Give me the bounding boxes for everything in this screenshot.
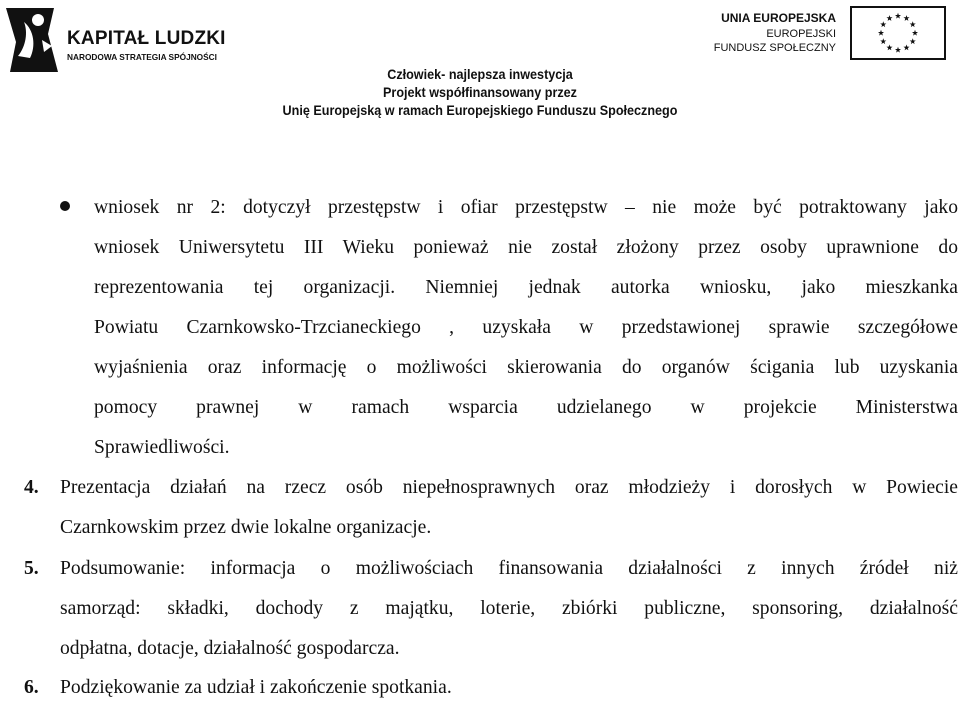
project-tagline [0,65,960,119]
paragraph-line: wyjaśnienia oraz informację o możliwości skierowania do organów ścigania lub uzyskania [94,357,958,378]
item-number: 5. [24,558,39,579]
paragraph-line: reprezentowania tej organizacji. Niemniej jednak autorka wniosku, jako mieszkanka [94,277,958,298]
list-item [60,549,958,669]
item-line: Prezentacja działań na rzecz osób niepełnosprawnych oraz młodzieży i dorosłych w Powiecie [60,477,958,498]
bullet-icon [60,201,70,211]
kapital-ludzki-subtitle: NARODOWA STRATEGIA SPÓJNOŚCI [67,52,217,62]
tagline-line: Człowiek- najlepsza inwestycja [387,66,573,82]
paragraph-line: Sprawiedliwości. [94,437,230,458]
item-line: odpłatna, dotacje, działalność gospodarcza. [60,638,400,659]
item-number: 6. [24,677,39,698]
bullet-paragraph [94,188,958,468]
paragraph-line: Powiatu Czarnkowsko-Trzcianeckiego , uzyskała w przedstawionej sprawie szczegółowe [94,317,958,338]
tagline-line: Projekt współfinansowany przez [383,84,577,100]
item-line: Czarnkowskim przez dwie lokalne organizacje. [60,517,432,538]
list-item [60,468,958,548]
item-number: 4. [24,477,39,498]
tagline-line: Unię Europejską w ramach Europejskiego Funduszu Społecznego [282,102,678,118]
eu-fund-line-1: EUROPEJSKI [766,28,836,40]
paragraph-line: wniosek nr 2: dotyczył przestępstw i ofiar przestępstw – nie może być potraktowany jako [94,197,958,218]
kapital-ludzki-title: KAPITAŁ LUDZKI [67,28,226,49]
paragraph-line: wniosek Uniwersytetu III Wieku ponieważ nie został złożony przez osoby uprawnione do [94,237,958,258]
item-line: Podziękowanie za udział i zakończenie spotkania. [60,677,452,698]
eu-fund-line-2: FUNDUSZ SPOŁECZNY [713,42,836,54]
item-line: Podsumowanie: informacja o możliwościach finansowania działalności z innych źródeł niż [60,558,958,579]
list-item [60,668,958,708]
eu-logo [713,6,946,62]
eu-flag-icon [850,6,946,60]
paragraph-line: pomocy prawnej w ramach wsparcia udzielanego w projekcie Ministerstwa [94,397,958,418]
item-line: samorząd: składki, dochody z majątku, loterie, zbiórki publiczne, sponsoring, działalność [60,598,958,619]
eu-title: UNIA EUROPEJSKA [721,11,836,25]
